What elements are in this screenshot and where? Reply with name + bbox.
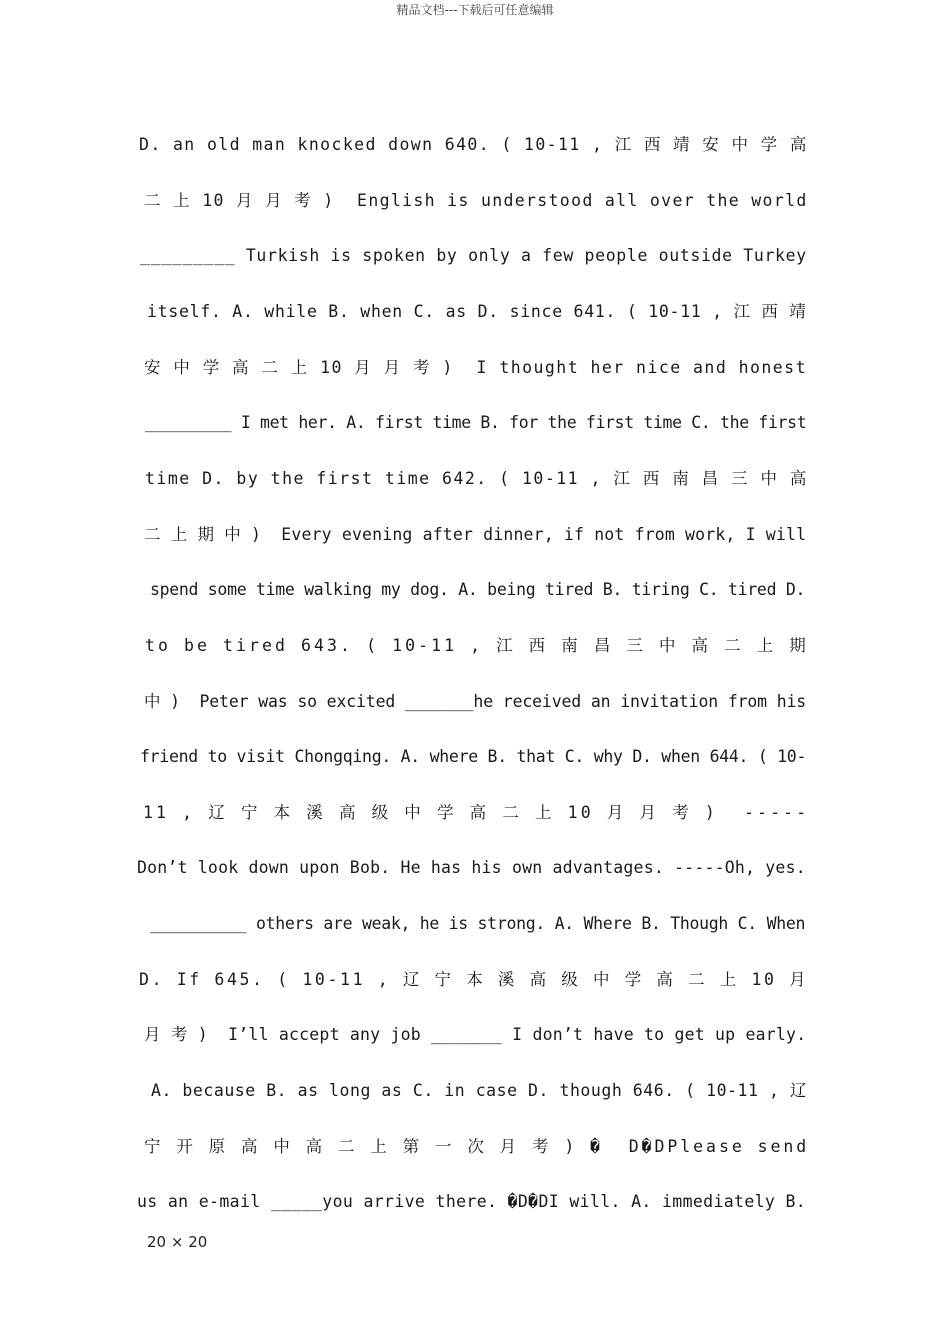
text-line: D. If 645. ( 10-11 , 辽 宁 本 溪 高 级 中 学 高 二 上 10 月 bbox=[139, 970, 809, 989]
text-line: 月 考 ) I’ll accept any job _______ I don’t have to get up early. bbox=[144, 1025, 807, 1044]
text-line: __________ others are weak, he is strong. A. Where B. Though C. When bbox=[150, 914, 806, 933]
text-line: friend to visit Chongqing. A. where B. that C. why D. when 644. ( 10- bbox=[140, 747, 807, 766]
text-line: time D. by the first time 642. ( 10-11 , 江 西 南 昌 三 中 高 bbox=[145, 469, 808, 488]
text-line: Don’t look down upon Bob. He has his own advantages. -----Oh, yes. bbox=[137, 858, 806, 877]
text-line: 二 上 10 月 月 考 ) English is understood all over the world bbox=[144, 191, 808, 210]
text-line: us an e-mail _____you arrive there. �D�DI will. A. immediately B. bbox=[137, 1192, 807, 1211]
text-line: D. an old man knocked down 640. ( 10-11 , 江 西 靖 安 中 学 高 bbox=[139, 135, 808, 154]
text-line: 安 中 学 高 二 上 10 月 月 考 ) I thought her nice and honest bbox=[144, 358, 807, 377]
page-header: 精品文档---下载后可任意编辑 bbox=[396, 3, 554, 17]
page-footer: 20 × 20 bbox=[147, 1233, 208, 1251]
text-line: 宁 开 原 高 中 高 二 上 第 一 次 月 考 ) � D�DPlease send bbox=[144, 1137, 810, 1156]
text-line: _________ Turkish is spoken by only a few people outside Turkey bbox=[140, 246, 807, 265]
text-line: itself. A. while B. when C. as D. since 641. ( 10-11 , 江 西 靖 bbox=[147, 302, 807, 321]
text-line: _________ I met her. A. first time B. for the first time C. the first bbox=[145, 413, 807, 432]
text-line: 中 ) Peter was so excited _______he received an invitation from his bbox=[144, 692, 807, 711]
text-line: 11 , 辽 宁 本 溪 高 级 中 学 高 二 上 10 月 月 考 ) ----- bbox=[143, 803, 810, 822]
text-line: spend some time walking my dog. A. being tired B. tiring C. tired D. bbox=[150, 580, 806, 599]
text-line: to be tired 643. ( 10-11 , 江 西 南 昌 三 中 高 二 上 期 bbox=[145, 636, 809, 655]
text-line: A. because B. as long as C. in case D. though 646. ( 10-11 , 辽 bbox=[151, 1081, 807, 1100]
text-line: 二 上 期 中 ) Every evening after dinner, if not from work, I will bbox=[144, 525, 807, 544]
